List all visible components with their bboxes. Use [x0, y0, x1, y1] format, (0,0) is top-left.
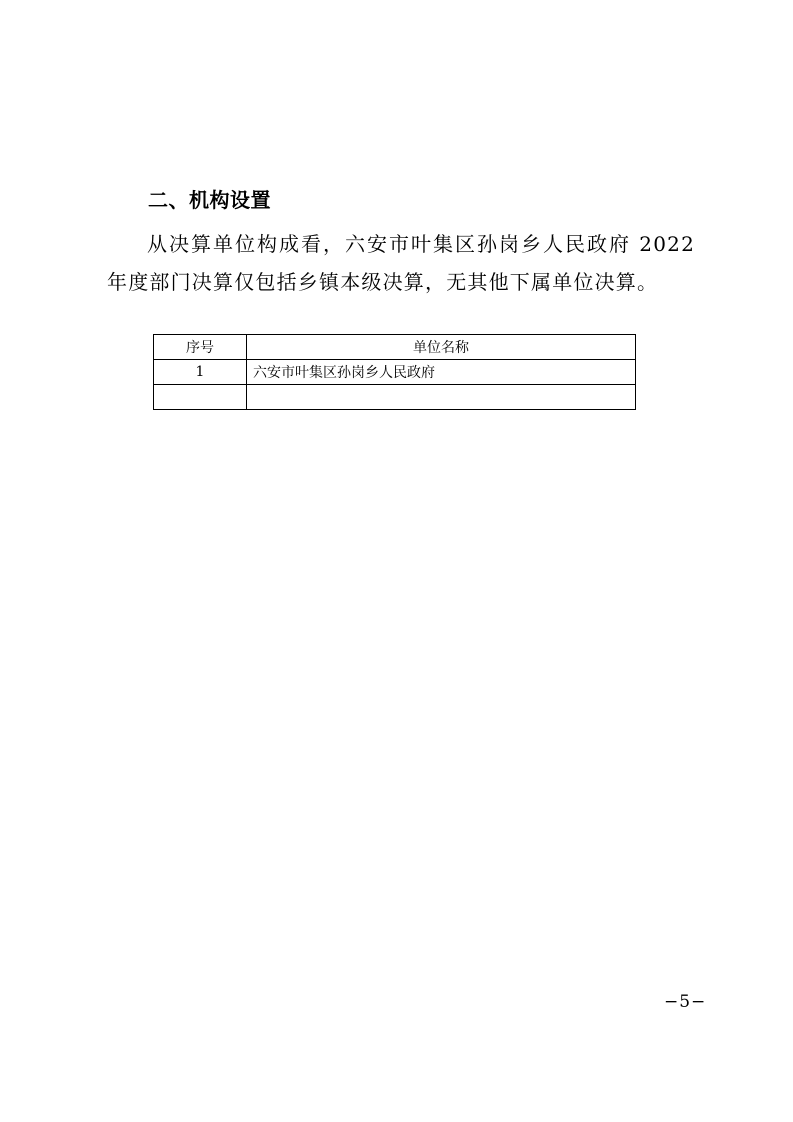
- table-row: [154, 385, 636, 410]
- page-number: −5−: [664, 992, 707, 1012]
- row-index-cell: 1: [154, 360, 247, 385]
- header-index: 序号: [154, 335, 247, 360]
- unit-table: [153, 334, 636, 410]
- row-unit-name-cell: [247, 385, 636, 410]
- table-row: [154, 360, 636, 385]
- row-unit-name-cell: 六安市叶集区孙岗乡人民政府: [247, 360, 636, 385]
- section-heading: 二、机构设置: [148, 188, 271, 212]
- body-paragraph: 从决算单位构成看，六安市叶集区孙岗乡人民政府 2022 年度部门决算仅包括乡镇本级决算，无其他下属单位决算。: [107, 232, 695, 294]
- row-index-cell: [154, 385, 247, 410]
- header-unit-name: 单位名称: [247, 335, 636, 360]
- table-header-row: [154, 335, 636, 360]
